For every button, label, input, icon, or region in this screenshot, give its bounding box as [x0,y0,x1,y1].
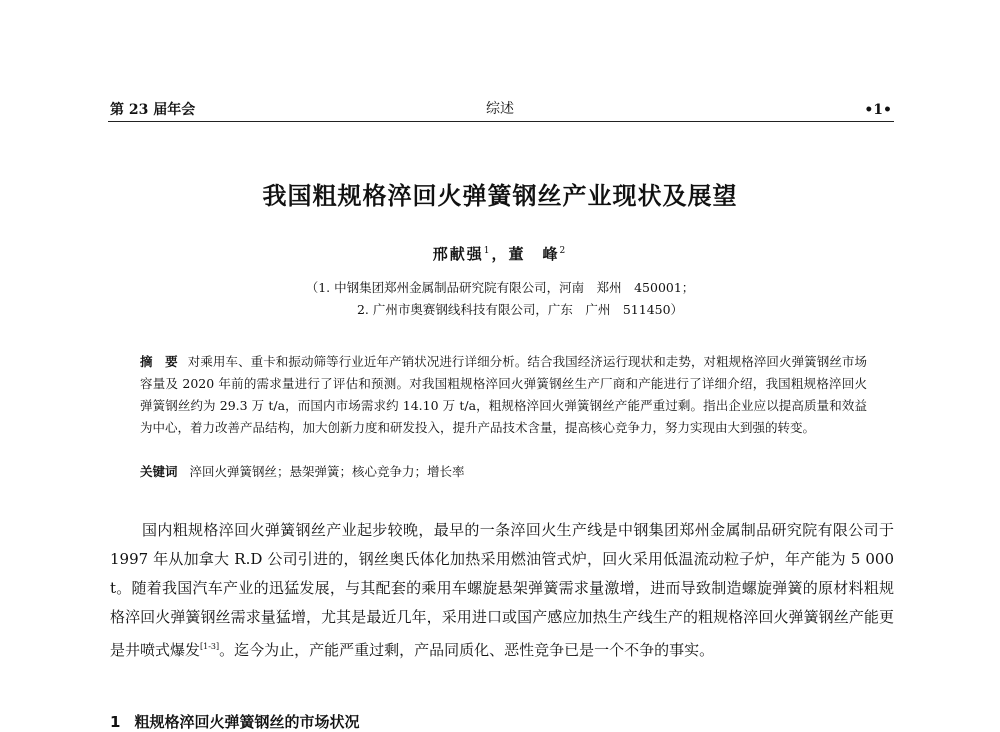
author-affiliation-mark: 1 [483,246,492,256]
paper-title: 我国粗规格淬回火弹簧钢丝产业现状及展望 [262,182,738,210]
section-number: 1 [110,713,121,731]
intro-paragraph [110,516,894,665]
section-heading [110,711,359,732]
affiliation-1: （1. 中钢集团郑州金属制品研究院有限公司，河南 郑州 450001； [305,280,695,295]
keywords [140,461,465,483]
intro-text-end: 。迄今为止，产能严重过剩，产品同质化、恶性竞争已是一个不争的事实。 [219,641,715,659]
abstract-text: 对乘用车、重卡和振动筛等行业近年产销状况进行详细分析。结合我国经济运行现状和走势，对粗规格淬回火弹簧钢丝市场容量及 2020 年前的需求量进行了评估和预测。对我国粗规格淬回火弹簧钢丝生产厂商和产能进行了详细介绍，我国粗规格淬回火弹簧钢丝约为 29.3 万 t/a，而国内市场需求约 14.10 万 t/a，粗规格淬回火弹簧钢丝产能严重过剩。指出企业应以提高质量和效益为中心，着力改善产品结构，加大创新力度和研发投入，提升产品技术含量，提高核心竞争力，努力实现由大到强的转变。 [140,354,867,435]
header-section: 综述 [486,101,514,117]
author-affiliation-mark: 2 [559,246,568,256]
abstract [140,351,867,439]
keywords-label: 关键词 [140,464,178,479]
intro-text: 国内粗规格淬回火弹簧钢丝产业起步较晚，最早的一条淬回火生产线是中钢集团郑州金属制品研究院有限公司于 1997 年从加拿大 R.D 公司引进的，钢丝奥氏体化加热采用燃油管式炉，回火采用低温流动粒子炉，年产能为 5 000 t。随着我国汽车产业的迅猛发展，与其配套的乘用车螺旋悬架弹簧需求量激增，进而导致制造螺旋弹簧的原材料粗规格淬回火弹簧钢丝需求量猛增，尤其是最近几年，采用进口或国产感应加热生产线生产的粗规格淬回火弹簧钢丝产能更是井喷式爆发 [110,521,894,659]
abstract-label: 摘 要 [140,354,178,369]
author-separator: ， [491,245,509,263]
header-rule [108,121,894,122]
author-name: 董 峰 [508,245,560,263]
header-conference: 第 23 届年会 [110,102,196,118]
citation-ref: [1-3] [200,642,220,651]
author-line [0,243,1000,264]
affiliation-2: 2. 广州市奥赛钢线科技有限公司，广东 广州 511450） [356,302,684,317]
author-name: 邢献强 [432,245,484,263]
header-page-number: •1• [864,102,892,118]
section-title: 粗规格淬回火弹簧钢丝的市场状况 [134,713,360,731]
keywords-text: 淬回火弹簧钢丝；悬架弹簧；核心竞争力；增长率 [189,464,465,479]
